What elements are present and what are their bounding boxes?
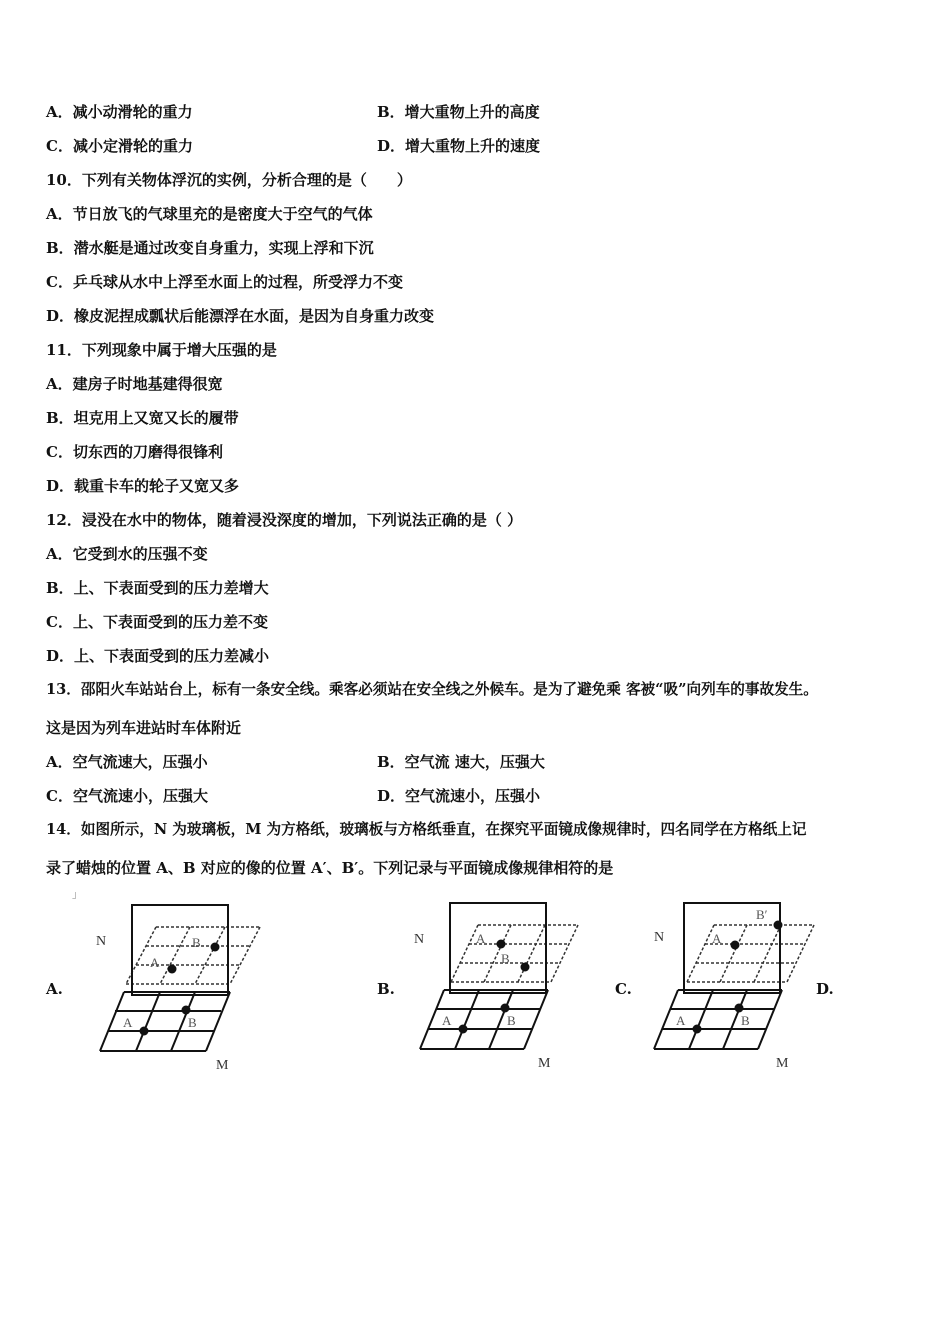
point-b-label: B — [188, 1015, 197, 1030]
q11-option-a: A．建房子时地基建得很宽 — [46, 375, 223, 393]
q11-option-c: C．切东西的刀磨得很锋利 — [46, 443, 223, 461]
grid-paper-label: M — [216, 1058, 229, 1073]
point-a-image — [731, 941, 740, 950]
point-b — [182, 1006, 191, 1015]
point-b-image — [211, 943, 220, 952]
reflected-grid — [451, 925, 578, 982]
figure-option-c — [642, 895, 822, 1075]
q13-stem-line1: 13．邵阳火车站站台上，标有一条安全线。乘客必须站在安全线之外候车。是为了避免乘 客被“吸”向列车的事故发生。 — [46, 681, 818, 698]
grid-paper — [654, 990, 782, 1049]
grid-paper — [100, 992, 230, 1051]
q9-option-c: C．减小定滑轮的重力 — [46, 137, 193, 155]
figure-option-b — [408, 895, 588, 1075]
q9-option-d: D．增大重物上升的速度 — [377, 137, 541, 155]
q12-option-a: A．它受到水的压强不变 — [46, 545, 208, 563]
point-a-image-label: A — [712, 931, 722, 946]
point-b-image-label: B — [192, 935, 201, 950]
q9-option-b: B．增大重物上升的高度 — [377, 103, 540, 121]
point-b — [501, 1004, 510, 1013]
point-b-label: B — [507, 1013, 516, 1028]
q9-option-a: A．减小动滑轮的重力 — [46, 103, 193, 121]
point-a — [693, 1025, 702, 1034]
point-a-image-label: A — [150, 955, 160, 970]
point-a-label: A — [676, 1013, 686, 1028]
q11-option-b: B．坦克用上又宽又长的履带 — [46, 409, 239, 427]
q11-stem: 11．下列现象中属于增大压强的是 — [46, 341, 277, 359]
glass-plate-label: N — [96, 934, 107, 949]
point-b-image — [521, 963, 530, 972]
point-a-image-label: A — [476, 931, 486, 946]
q14-option-b-label: B. — [377, 980, 395, 998]
point-b-prime-label: B′ — [756, 907, 768, 922]
q10-option-a: A．节日放飞的气球里充的是密度大于空气的气体 — [46, 205, 373, 223]
point-b — [735, 1004, 744, 1013]
q10-stem: 10．下列有关物体浮沉的实例，分析合理的是（ ） — [46, 171, 412, 189]
q14-stem-line1: 14．如图所示，N 为玻璃板，M 为方格纸，玻璃板与方格纸垂直，在探究平面镜成像规律时，四名同学在方格纸上记 — [46, 821, 807, 838]
q13-option-a: A．空气流速大，压强小 — [46, 753, 208, 771]
q10-option-d: D．橡皮泥捏成瓢状后能漂浮在水面，是因为自身重力改变 — [46, 307, 435, 325]
q10-option-c: C．乒乓球从水中上浮至水面上的过程，所受浮力不变 — [46, 273, 403, 291]
grid-paper-label: M — [776, 1056, 789, 1071]
stray-mark: 」 — [72, 890, 82, 901]
q14-stem-line2: 录了蜡烛的位置 A、B 对应的像的位置 A′、B′。下列记录与平面镜成像规律相符的是 — [46, 859, 614, 877]
point-a-label: A — [123, 1015, 133, 1030]
q13-option-b: B．空气流 速大，压强大 — [377, 753, 545, 771]
q11-option-d: D．载重卡车的轮子又宽又多 — [46, 477, 240, 495]
q10-option-b: B．潜水艇是通过改变自身重力，实现上浮和下沉 — [46, 239, 374, 257]
point-b-label: B — [741, 1013, 750, 1028]
q14-option-d-label: D. — [816, 980, 834, 998]
q14-option-a-label: A. — [46, 980, 63, 998]
grid-paper — [420, 990, 548, 1049]
point-b-image — [774, 921, 783, 930]
q13-option-c: C．空气流速小，压强大 — [46, 787, 208, 805]
q12-option-b: B．上、下表面受到的压力差增大 — [46, 579, 269, 597]
glass-plate-label: N — [654, 930, 665, 945]
glass-plate-label: N — [414, 932, 425, 947]
glass-plate — [450, 903, 546, 993]
point-a-image — [497, 940, 506, 949]
q13-stem-line2: 这是因为列车进站时车体附近 — [46, 719, 242, 737]
point-a-image — [168, 965, 177, 974]
q12-option-d: D．上、下表面受到的压力差减小 — [46, 647, 270, 665]
q12-stem: 12．浸没在水中的物体，随着浸没深度的增加，下列说法正确的是（ ） — [46, 511, 523, 529]
q14-option-c-label: C. — [615, 980, 632, 998]
point-a-label: A — [442, 1013, 452, 1028]
figure-option-a — [90, 895, 270, 1075]
point-a — [459, 1025, 468, 1034]
point-b-image-label: B — [501, 951, 510, 966]
q12-option-c: C．上、下表面受到的压力差不变 — [46, 613, 268, 631]
point-a — [140, 1027, 149, 1036]
reflected-grid — [687, 925, 814, 982]
grid-paper-label: M — [538, 1056, 551, 1071]
q13-option-d: D．空气流速小，压强小 — [377, 787, 541, 805]
